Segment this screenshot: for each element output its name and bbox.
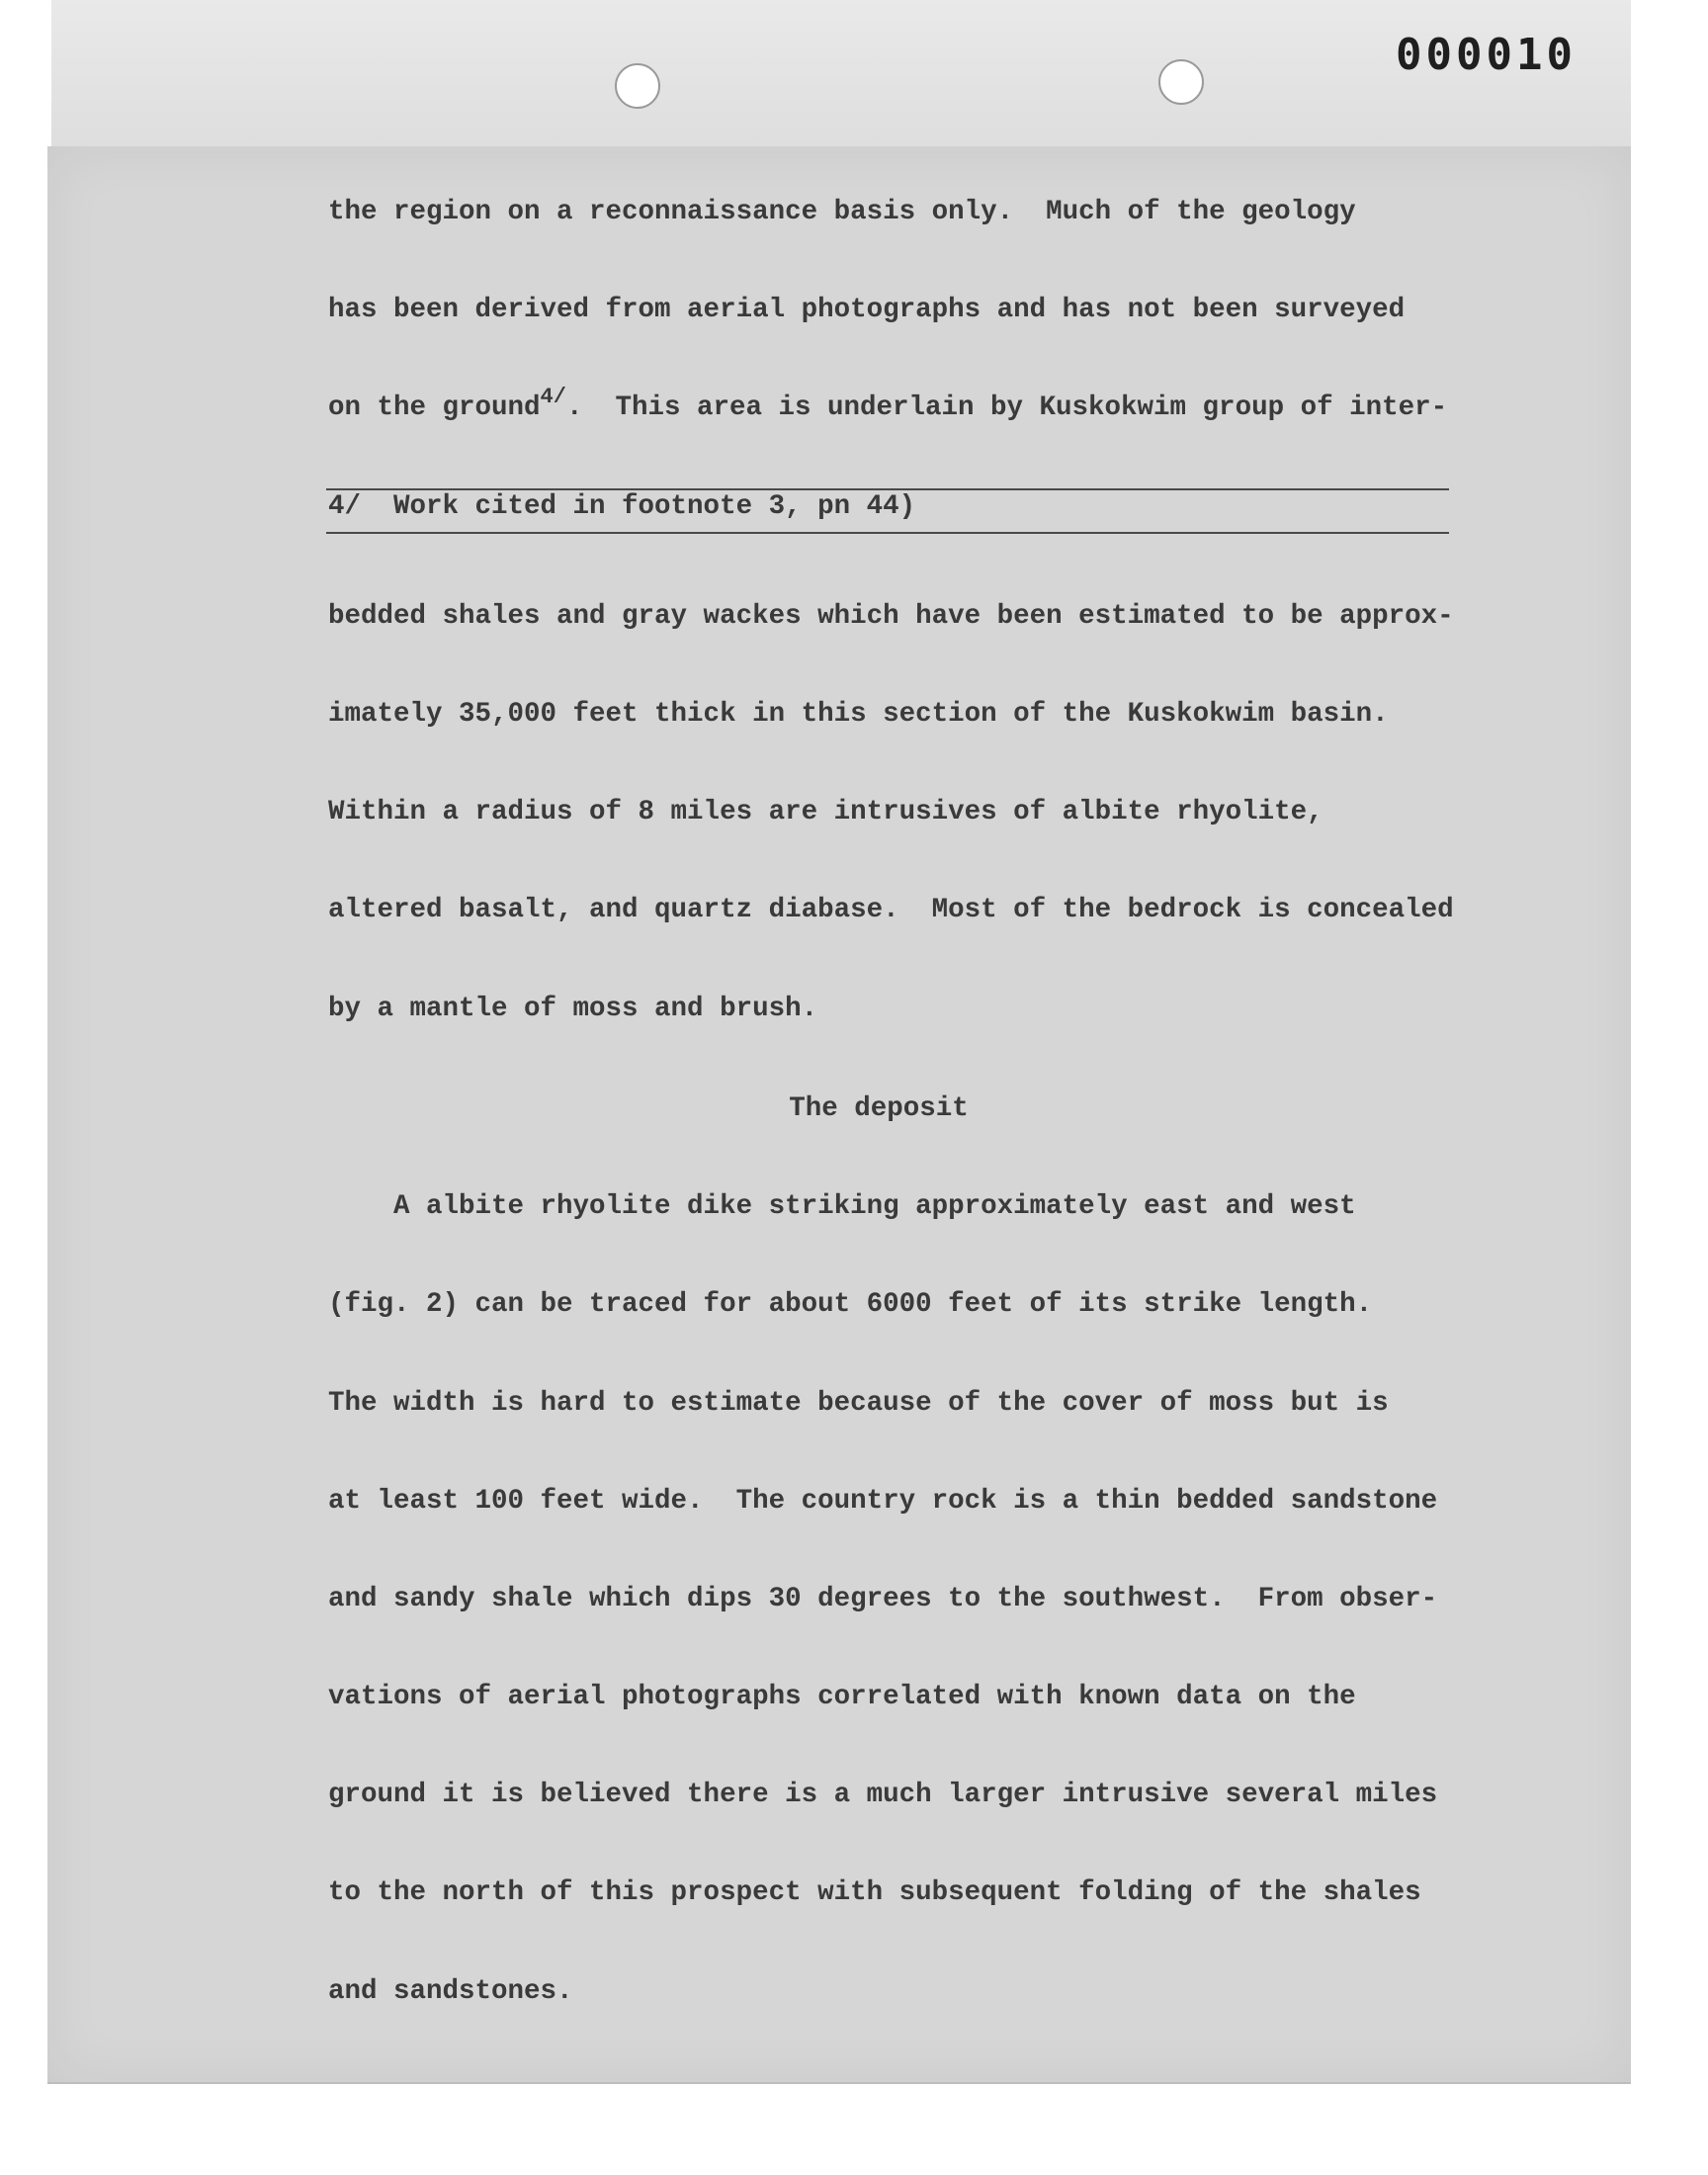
body-line-3-start: on the ground — [328, 392, 541, 423]
body-line-15: ground it is believed there is a much larger intrusive several miles — [328, 1780, 1438, 1810]
footnote-reference: 4/ — [540, 385, 566, 409]
body-line-3 — [328, 385, 1448, 426]
body-line-12: at least 100 feet wide. The country rock is a thin bedded sandstone — [328, 1486, 1438, 1517]
body-line-14: vations of aerial photographs correlated with known data on the — [328, 1682, 1356, 1712]
body-line-10: (fig. 2) can be traced for about 6000 feet of its strike length. — [328, 1289, 1373, 1320]
body-line-13: and sandy shale which dips 30 degrees to the southwest. From obser- — [328, 1584, 1438, 1614]
body-line-3-end: . This area is underlain by Kuskokwim group of inter- — [565, 392, 1448, 423]
page-number-stamp: 000010 — [1396, 30, 1577, 80]
punch-hole-right — [1158, 59, 1204, 105]
body-line-7: altered basalt, and quartz diabase. Most of the bedrock is concealed — [328, 895, 1454, 925]
body-line-6: Within a radius of 8 miles are intrusives of albite rhyolite, — [328, 797, 1324, 827]
footnote-text: 4/ Work cited in footnote 3, pn 44) — [328, 491, 916, 522]
body-line-2: has been derived from aerial photographs and has not been surveyed — [328, 295, 1406, 325]
body-line-16: to the north of this prospect with subsequent folding of the shales — [328, 1877, 1421, 1908]
section-heading: The deposit — [789, 1093, 969, 1124]
scan-top-strip — [51, 0, 1631, 146]
body-line-8: by a mantle of moss and brush. — [328, 994, 818, 1024]
footnote-rule-bottom — [326, 532, 1449, 534]
punch-hole-left — [615, 63, 660, 109]
body-line-9: A albite rhyolite dike striking approximately east and west — [328, 1191, 1356, 1222]
body-line-1: the region on a reconnaissance basis only. Much of the geology — [328, 197, 1356, 227]
body-line-5: imately 35,000 feet thick in this section of the Kuskokwim basin. — [328, 699, 1389, 730]
body-line-17: and sandstones. — [328, 1976, 573, 2007]
body-line-11: The width is hard to estimate because of the cover of moss but is — [328, 1388, 1389, 1419]
body-line-4: bedded shales and gray wackes which have been estimated to be approx- — [328, 601, 1454, 632]
